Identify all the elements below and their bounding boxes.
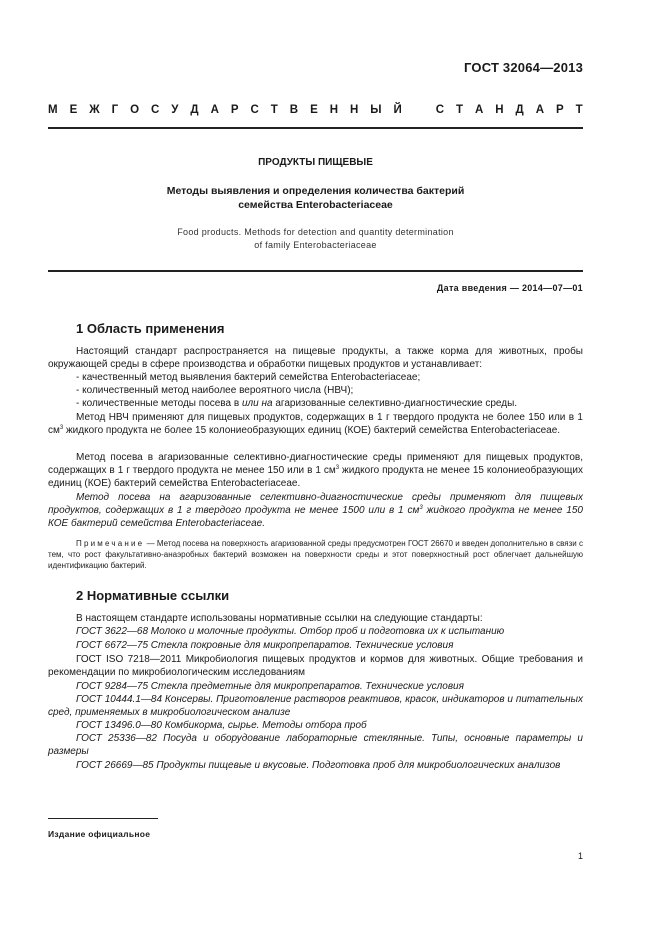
edition-label: Издание официальное [48, 829, 151, 839]
pour-plate-paragraph [48, 452, 583, 491]
heading-letter: С [151, 104, 160, 116]
scope-list-item-1: - качественный метод выявления бактерий семейства Enterobacteriaceae; [76, 372, 421, 383]
heading-letter: Д [190, 104, 199, 116]
heading-letter: А [210, 104, 219, 116]
references-intro: В настоящем стандарте использованы нормативные ссылки на следующие стандарты: [76, 613, 483, 624]
heading-letter: Д [515, 104, 524, 116]
reference-7-text: ГОСТ 25336—82 Посуда и оборудование лабораторные стеклянные. Типы, основные параметры и размеры [48, 733, 583, 757]
note-text: — Метод посева на поверхность агаризованной среды предусмотрен ГОСТ 26670 и введен дополнительно в связи с тем, что рост факультативно-анаэробных бактерий возможен на поверхности среды и этот поверхностный рост облегчает дальнейшую идентификацию бактерий. [48, 539, 583, 570]
reference-2 [48, 640, 583, 653]
english-title-line-2: of family Enterobacteriaceae [254, 240, 377, 250]
reference-5 [48, 694, 583, 720]
scope-list-item-3 [48, 398, 583, 411]
english-title [48, 226, 583, 252]
heading-letter: С [435, 104, 445, 116]
reference-8-text: ГОСТ 26669—85 Продукты пищевые и вкусовые. Подготовка проб для микробиологических анализов [76, 760, 561, 771]
reference-4 [48, 681, 583, 694]
reference-8 [48, 760, 583, 773]
reference-5-text: ГОСТ 10444.1—84 Консервы. Приготовление растворов реактивов, красок, индикаторов и питательных сред, применяемых в микробиологическом анализе [48, 694, 583, 718]
pour-plate-sup: 3 [335, 464, 340, 471]
reference-3-text: ГОСТ ISO 7218—2011 Микробиология пищевых продуктов и кормов для животных. Общие требования и рекомендации по микробиологическим исследованиям [48, 654, 583, 678]
subtitle-line-1: Методы выявления и определения количества бактерий [166, 185, 465, 197]
surface-plate-text: Метод посева на агаризованные селективно-диагностические среды применяют для пищевых продуктов, содержащих в 1 г твердого продукта не менее 1500 или в 1 см [48, 492, 583, 516]
reference-6 [48, 720, 583, 733]
mpn-text: Метод НВЧ применяют для пищевых продуктов, содержащих в 1 г твердого продукта не более 150 или в 1 см [48, 412, 583, 436]
standard-type-heading [48, 104, 583, 116]
heading-letter: Р [230, 104, 239, 116]
list-item-3-part-1: - количественные методы посева в [76, 398, 242, 409]
heading-letter: Т [270, 104, 278, 116]
reference-2-text: ГОСТ 6672—75 Стекла покровные для микропрепаратов. Технические условия [76, 640, 454, 651]
heading-letter: С [250, 104, 259, 116]
word-gap [414, 104, 424, 116]
surface-plate-text-rest: жидкого продукта не менее 150 КОЕ бактерий семейства Enterobacteriaceae. [48, 504, 583, 529]
note [48, 538, 583, 571]
mpn-sup: 3 [59, 424, 64, 431]
reference-7 [48, 733, 583, 759]
note-label: Примечание [76, 539, 145, 548]
introduction-date: Дата введения — 2014—07—01 [436, 283, 583, 293]
gost-number: ГОСТ 32064—2013 [464, 60, 583, 75]
heading-letter: Т [455, 104, 464, 116]
heading-letter: Й [393, 104, 402, 116]
heading-letter: М [48, 104, 58, 116]
heading-letter: А [474, 104, 484, 116]
pour-plate-text: Метод посева в агаризованные селективно-диагностические среды применяют для пищевых продуктов, содержащих в 1 г твердого продукта не менее 150 или в 1 см [48, 452, 583, 476]
scope-list-item-2: - количественный метод наиболее вероятного числа (НВЧ); [76, 385, 354, 396]
heading-letter: У [171, 104, 179, 116]
heading-letter: В [289, 104, 299, 116]
reference-6-text: ГОСТ 13496.0—80 Комбикорма, сырье. Методы отбора проб [76, 720, 367, 731]
heading-letter: Ы [370, 104, 382, 116]
heading-letter: Е [310, 104, 318, 116]
footer-divider [48, 818, 158, 819]
document-subtitle [48, 184, 583, 212]
section-2-heading: 2 Нормативные ссылки [76, 588, 230, 603]
reference-3 [48, 654, 583, 680]
mpn-method-paragraph [48, 412, 583, 438]
page-number: 1 [577, 851, 583, 861]
heading-letter: О [130, 104, 140, 116]
scope-paragraph: Настоящий стандарт распространяется на пищевые продукты, а также корма для животных, пробы окружающей среды в сфере производства и обработки пищевых продуктов и устанавливает: [48, 346, 583, 370]
list-item-3-part-2: агаризованные селективно-диагностические среды. [272, 398, 518, 409]
heading-letter: Н [495, 104, 504, 116]
english-title-line-1: Food products. Methods for detection and quantity determination [177, 227, 454, 237]
list-item-3-emphasis: или на [241, 398, 273, 409]
heading-letter: Н [329, 104, 339, 116]
heading-letter: Н [349, 104, 359, 116]
surface-plate-paragraph [48, 492, 583, 531]
heading-letter: Р [556, 104, 564, 116]
title-divider [48, 270, 583, 272]
section-1-heading: 1 Область применения [76, 321, 225, 336]
surface-plate-sup: 3 [419, 504, 423, 511]
top-divider [48, 127, 583, 129]
pour-plate-text-rest: жидкого продукта не менее 15 колониеобразующих единиц (КОЕ) бактерий семейства Enterobacteriaceae. [48, 464, 583, 489]
reference-1-text: ГОСТ 3622—68 Молоко и молочные продукты. Отбор проб и подготовка их к испытанию [76, 626, 505, 637]
heading-letter: Ж [89, 104, 100, 116]
heading-letter: Г [111, 104, 119, 116]
heading-letter: Е [69, 104, 78, 116]
heading-letter: А [535, 104, 545, 116]
document-title: ПРОДУКТЫ ПИЩЕВЫЕ [258, 157, 373, 168]
reference-1 [48, 626, 583, 639]
mpn-text-rest: жидкого продукта не более 15 колониеобразующих единиц (КОЕ) бактерий семейства Enterobacteriaceae. [63, 424, 561, 436]
reference-4-text: ГОСТ 9284—75 Стекла предметные для микропрепаратов. Технические условия [76, 681, 464, 692]
subtitle-line-2: семейства Enterobacteriaceae [238, 199, 393, 211]
heading-letter: Т [575, 104, 583, 116]
